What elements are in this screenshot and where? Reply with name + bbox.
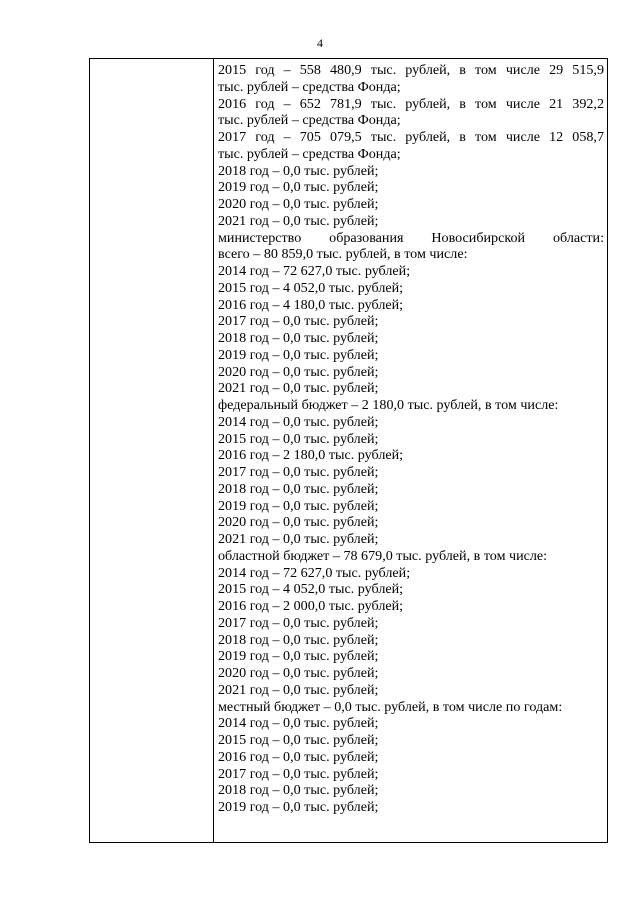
- empty-left-cell: [90, 59, 214, 843]
- text-line: 2018 год – 0,0 тыс. рублей;: [218, 782, 379, 799]
- text-line: областной бюджет – 78 679,0 тыс. рублей, в том числе:: [218, 547, 548, 564]
- text-line: 2021 год – 0,0 тыс. рублей;: [218, 681, 379, 698]
- text-line: всего – 80 859,0 тыс. рублей, в том числе:: [218, 246, 468, 263]
- text-line: 2019 год – 0,0 тыс. рублей;: [218, 648, 379, 665]
- funding-text-cell: [214, 59, 608, 843]
- text-line: 2015 год – 558 480,9 тыс. рублей, в том числе 29 515,9: [218, 62, 604, 78]
- text-line: тыс. рублей – средства Фонда;: [218, 112, 401, 129]
- table-row: [90, 59, 608, 843]
- text-line: 2016 год – 2 000,0 тыс. рублей;: [218, 598, 404, 614]
- text-line: 2015 год – 4 052,0 тыс. рублей;: [218, 581, 404, 598]
- text-line: тыс. рублей – средства Фонда;: [218, 145, 401, 162]
- text-line: 2018 год – 0,0 тыс. рублей;: [218, 480, 379, 497]
- text-line: 2019 год – 0,0 тыс. рублей;: [218, 497, 379, 514]
- text-line: 2019 год – 0,0 тыс. рублей;: [218, 799, 379, 815]
- text-line: 2017 год – 0,0 тыс. рублей;: [218, 464, 379, 480]
- text-line: 2018 год – 0,0 тыс. рублей;: [218, 330, 379, 346]
- text-line: 2019 год – 0,0 тыс. рублей;: [218, 346, 379, 363]
- text-line: федеральный бюджет – 2 180,0 тыс. рублей, в том числе:: [218, 397, 559, 413]
- text-line: 2017 год – 705 079,5 тыс. рублей, в том числе 12 058,7: [218, 129, 604, 145]
- text-line: местный бюджет – 0,0 тыс. рублей, в том числе по годам:: [218, 698, 563, 715]
- text-line: 2018 год – 0,0 тыс. рублей;: [218, 162, 379, 179]
- text-line: 2016 год – 4 180,0 тыс. рублей;: [218, 296, 404, 313]
- text-line: 2016 год – 2 180,0 тыс. рублей;: [218, 447, 404, 464]
- text-line: 2018 год – 0,0 тыс. рублей;: [218, 631, 379, 648]
- text-line: тыс. рублей – средства Фонда;: [218, 78, 401, 95]
- text-line: 2016 год – 0,0 тыс. рублей;: [218, 748, 379, 765]
- text-line: 2015 год – 0,0 тыс. рублей;: [218, 430, 379, 447]
- text-line: 2014 год – 0,0 тыс. рублей;: [218, 715, 379, 732]
- text-line: 2017 год – 0,0 тыс. рублей;: [218, 765, 379, 782]
- text-line: 2015 год – 4 052,0 тыс. рублей;: [218, 279, 404, 296]
- text-line: министерство образования Новосибирской области:: [218, 229, 604, 246]
- text-line: 2021 год – 0,0 тыс. рублей;: [218, 380, 379, 397]
- text-line: 2020 год – 0,0 тыс. рублей;: [218, 514, 379, 531]
- funding-text-block: [214, 59, 607, 816]
- text-line: 2015 год – 0,0 тыс. рублей;: [218, 732, 379, 748]
- text-line: 2020 год – 0,0 тыс. рублей;: [218, 665, 379, 681]
- text-line: 2016 год – 652 781,9 тыс. рублей, в том числе 21 392,2: [218, 95, 604, 112]
- text-line: 2017 год – 0,0 тыс. рублей;: [218, 313, 379, 330]
- text-line: 2020 год – 0,0 тыс. рублей;: [218, 196, 379, 212]
- text-line: 2014 год – 72 627,0 тыс. рублей;: [218, 564, 411, 581]
- text-line: 2017 год – 0,0 тыс. рублей;: [218, 614, 379, 631]
- page-number: 4: [317, 36, 323, 50]
- text-line: 2014 год – 0,0 тыс. рублей;: [218, 413, 379, 430]
- text-line: 2021 год – 0,0 тыс. рублей;: [218, 531, 379, 547]
- text-line: 2020 год – 0,0 тыс. рублей;: [218, 363, 379, 380]
- text-line: 2021 год – 0,0 тыс. рублей;: [218, 212, 379, 229]
- text-line: 2019 год – 0,0 тыс. рублей;: [218, 179, 379, 196]
- document-table: [89, 58, 608, 843]
- text-line: 2014 год – 72 627,0 тыс. рублей;: [218, 263, 411, 279]
